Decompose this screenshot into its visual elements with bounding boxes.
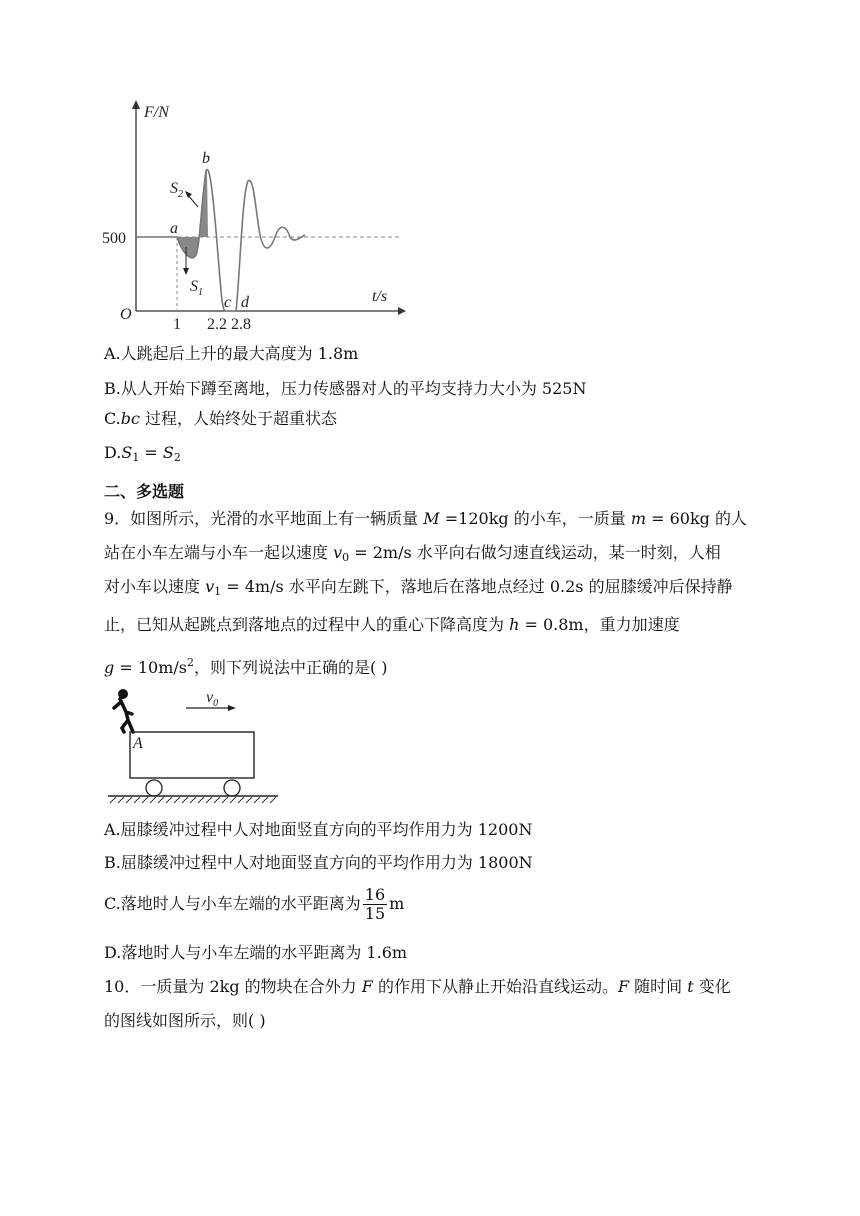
x-tick-2-2: 2.2 xyxy=(207,316,227,333)
q9-line-2: 站在小车左端与小车一起以速度 $v_0 = 2m/s$ 水平向右做匀速直线运动，某一时刻，人相 xyxy=(104,543,721,564)
q9-option-a: A.屈膝缓冲过程中人对地面竖直方向的平均作用力为 1200N xyxy=(104,820,533,839)
point-a: a xyxy=(170,220,178,237)
point-d: d xyxy=(241,294,249,311)
section-heading: 二、多选题 xyxy=(104,482,185,501)
q9-line-3: 对小车以速度 $v_1 = 4m/s$ 水平向左跳下，落地后在落地点经过 0.2s 的屈膝缓冲后保持静 xyxy=(104,577,733,598)
q9-line-5: $g = 10m/s^2$，则下列说法中正确的是( ) xyxy=(104,656,388,677)
q9-option-d: D.落地时人与小车左端的水平距离为 1.6m xyxy=(104,943,408,962)
x-tick-2-8: 2.8 xyxy=(231,316,251,333)
x-tick-1: 1 xyxy=(173,316,181,333)
q8-option-b: B.从人开始下蹲至离地，压力传感器对人的平均支持力大小为 525N xyxy=(104,379,587,398)
origin-label: O xyxy=(120,306,132,323)
x-axis-label: t/s xyxy=(372,288,388,305)
q10-line-2: 的图线如图所示，则( ) xyxy=(104,1011,266,1030)
fraction: $\frac{16}{15}$ xyxy=(364,885,386,923)
cart-figure xyxy=(100,684,285,808)
point-b: b xyxy=(202,150,210,167)
q10-line-1: 10．一质量为 2kg 的物块在合外力 F 的作用下从静止开始沿直线运动。F 随时间 t 变化 xyxy=(104,977,731,996)
point-c: c xyxy=(224,294,232,311)
force-time-graph xyxy=(100,95,420,335)
y-axis-label: F/N xyxy=(144,104,169,121)
q9-option-b: B.屈膝缓冲过程中人对地面竖直方向的平均作用力为 1800N xyxy=(104,853,533,872)
q9-line-1: 9．如图所示，光滑的水平地面上有一辆质量 M =120kg 的小车，一质量 m = 60kg 的人 xyxy=(104,509,747,528)
point-A-label: A xyxy=(133,735,143,752)
q8-option-a: A.人跳起后上升的最大高度为 1.8m xyxy=(104,344,359,363)
q8-option-c: C.bc 过程，人始终处于超重状态 xyxy=(104,409,338,428)
q9-option-c: C.落地时人与小车左端的水平距离为 $\frac{16}{15}$ m xyxy=(104,885,405,923)
area-s1-label: $S_1$ xyxy=(190,278,203,298)
q9-line-4: 止，已知从起跳点到落地点的过程中人的重心下降高度为 h = 0.8m，重力加速度 xyxy=(104,615,680,634)
velocity-label: $v_0$ xyxy=(206,689,219,709)
q8-option-d: $D.S_1 = S_2$ xyxy=(104,443,181,464)
y-tick-500: 500 xyxy=(102,230,126,247)
area-s2-label: $S_2$ xyxy=(170,180,183,200)
